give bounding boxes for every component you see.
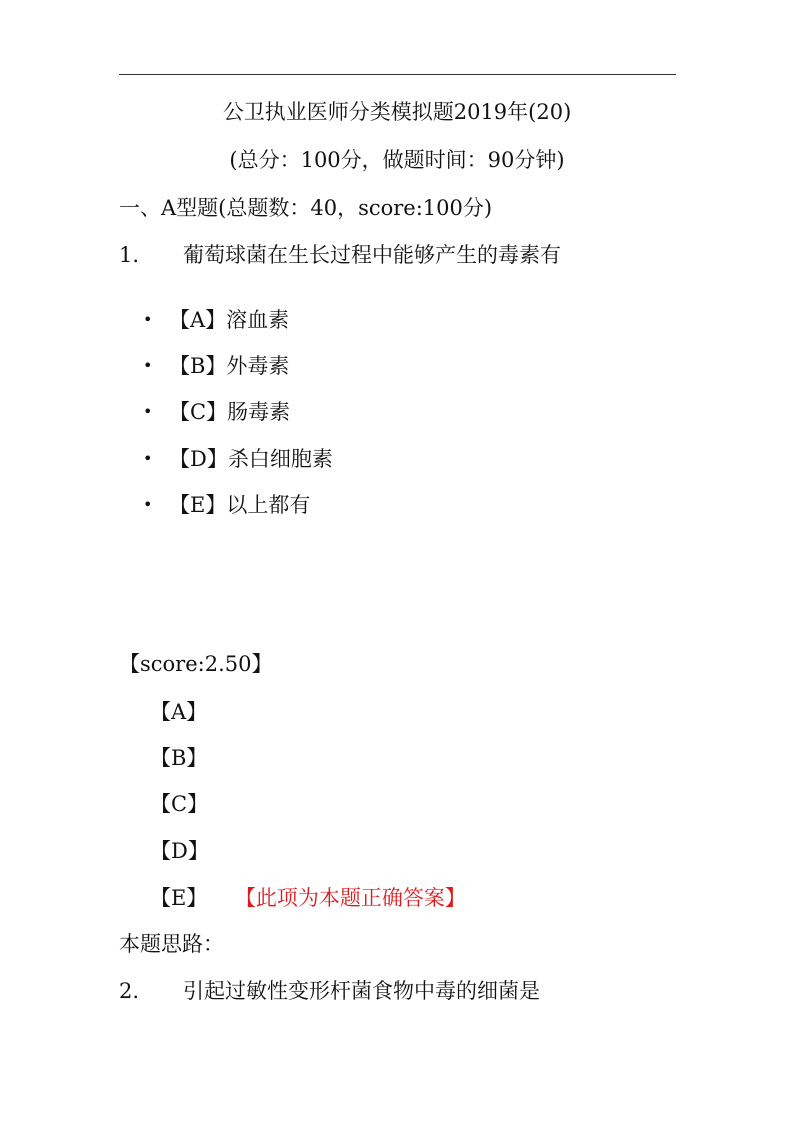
option-label: 【A】溶血素 bbox=[169, 308, 290, 332]
bullet-icon: • bbox=[143, 310, 153, 329]
top-divider bbox=[119, 74, 676, 75]
answer-choice-b: 【B】 bbox=[150, 746, 208, 770]
bullet-icon: • bbox=[143, 495, 153, 514]
answer-choice-a: 【A】 bbox=[150, 700, 208, 724]
correct-answer-note: 【此项为本题正确答案】 bbox=[245, 886, 466, 910]
option-d[interactable] bbox=[143, 445, 333, 473]
page-title: 公卫执业医师分类模拟题2019年(20) bbox=[222, 100, 572, 124]
question-text: 葡萄球菌在生长过程中能够产生的毒素有 bbox=[183, 243, 561, 267]
option-label: 【E】以上都有 bbox=[169, 493, 311, 517]
option-e[interactable] bbox=[143, 491, 310, 519]
option-label: 【B】外毒素 bbox=[169, 354, 290, 378]
option-a[interactable] bbox=[143, 306, 289, 334]
question-number: 2. bbox=[119, 979, 140, 1003]
bullet-icon: • bbox=[143, 356, 153, 375]
option-b[interactable] bbox=[143, 352, 289, 380]
answer-choice-c: 【C】 bbox=[150, 792, 209, 816]
bullet-icon: • bbox=[143, 402, 153, 421]
answer-choice-e: 【E】 bbox=[150, 886, 208, 910]
score-label: 【score:2.50】 bbox=[119, 652, 273, 676]
option-label: 【D】杀白细胞素 bbox=[169, 447, 333, 471]
section-heading: 一、A型题(总题数：40，score:100分) bbox=[119, 196, 493, 220]
bullet-icon: • bbox=[143, 449, 153, 468]
option-label: 【C】肠毒素 bbox=[169, 400, 291, 424]
answer-choice-e-row bbox=[150, 884, 466, 912]
question-number: 1. bbox=[119, 243, 140, 267]
explanation-label: 本题思路： bbox=[119, 932, 224, 956]
option-c[interactable] bbox=[143, 398, 290, 426]
question-text: 引起过敏性变形杆菌食物中毒的细菌是 bbox=[183, 979, 540, 1003]
answer-choice-d: 【D】 bbox=[150, 839, 209, 863]
exam-meta: (总分：100分，做题时间：90分钟) bbox=[229, 148, 565, 172]
